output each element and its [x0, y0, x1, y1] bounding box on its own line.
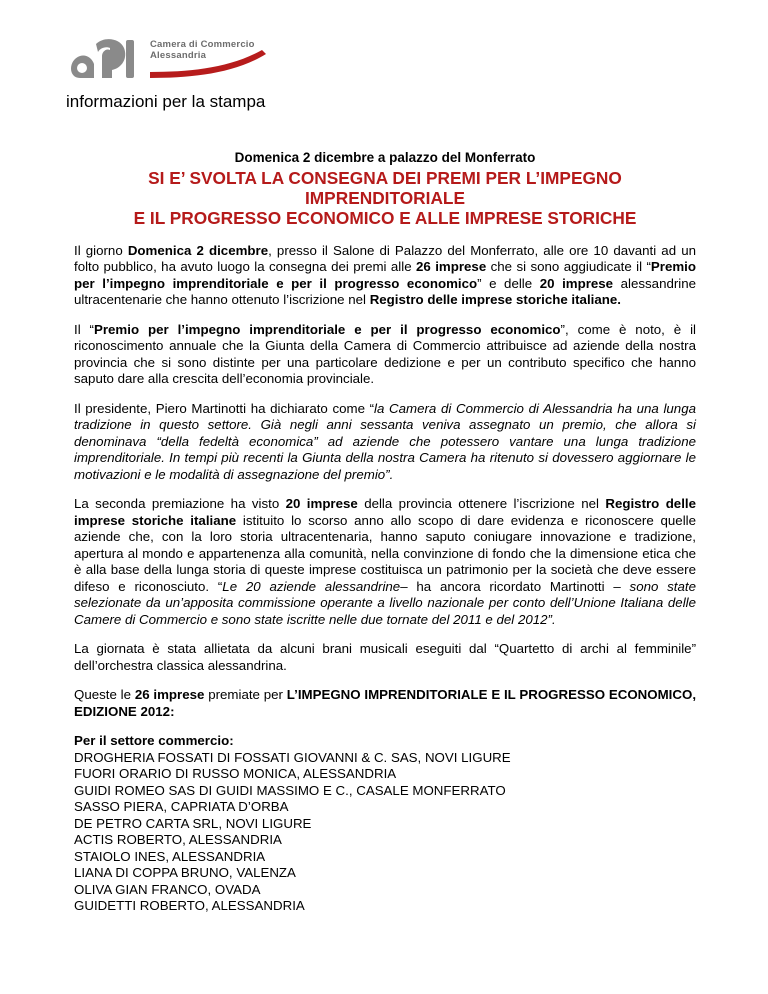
chamber-logo-mark-icon: [66, 36, 146, 82]
logo-line-2: Alessandria: [150, 50, 207, 61]
paragraph-3-quote: Il presidente, Piero Martinotti ha dichiarato come “la Camera di Commercio di Alessandria ha una lunga tradizione in questo settore. Già negli anni sessanta veniva assegnato un premio, che allora si denominava “della fedeltà economica” ad aziende che potessero vantare una lunga tradizione imprenditoriale. In tempi più recenti la Giunta della nostra Camera ha ritenuto si dovessero aggiornare le motivazioni e le modalità di assegnazione del premio”.: [74, 400, 696, 482]
list-item: GUIDI ROMEO SAS DI GUIDI MASSIMO E C., CASALE MONFERRATO: [74, 782, 506, 798]
headline-line-3: E IL PROGRESSO ECONOMICO E ALLE IMPRESE STORICHE: [133, 207, 637, 228]
headline-line-1: SI E’ SVOLTA LA CONSEGNA DEI PREMI PER L’IMPEGNO: [148, 167, 622, 188]
list-item: STAIOLO INES, ALESSANDRIA: [74, 848, 266, 864]
article-kicker: Domenica 2 dicembre a palazzo del Monferrato: [234, 150, 536, 165]
paragraph-6: Queste le 26 imprese premiate per L’IMPEGNO IMPRENDITORIALE E IL PROGRESSO ECONOMICO, EDIZIONE 2012:: [74, 687, 697, 719]
commerce-winners-list: [74, 750, 696, 915]
list-item: OLIVA GIAN FRANCO, OVADA: [74, 881, 261, 897]
commerce-section-heading: Per il settore commercio:: [74, 733, 234, 748]
article-headline: [74, 168, 696, 228]
logo-accent-swoosh-icon: [150, 50, 270, 80]
headline-line-2: IMPRENDITORIALE: [304, 187, 466, 208]
list-item: ACTIS ROBERTO, ALESSANDRIA: [74, 832, 282, 847]
press-release-label: informazioni per la stampa: [66, 92, 266, 111]
list-item: DE PETRO CARTA SRL, NOVI LIGURE: [74, 815, 312, 831]
chamber-logo: [66, 36, 266, 82]
list-item: LIANA DI COPPA BRUNO, VALENZA: [74, 865, 296, 880]
paragraph-2: Il “Premio per l’impegno imprenditoriale e per il progresso economico”, come è noto, è il riconoscimento annuale che la Giunta della Camera di Commercio attribuisce ad aziende della nostra provincia che si sono distinte per una particolare dedizione e per un contributo specifico che hanno saputo dare alla crescita dell’economia provinciale.: [74, 321, 696, 386]
list-item: SASSO PIERA, CAPRIATA D’ORBA: [74, 799, 289, 814]
paragraph-1: Il giorno Domenica 2 dicembre, presso il Salone di Palazzo del Monferrato, alle ore 10 davanti ad un folto pubblico, ha avuto luogo la consegna dei premi alle 26 imprese che si sono aggiudicate il “Premio per l’impegno imprenditoriale e per il progresso economico” e delle 20 imprese alessandrine ultracentenarie che hanno ottenuto l’iscrizione nel Registro delle imprese storiche italiane.: [74, 242, 697, 307]
paragraph-5: La giornata è stata allietata da alcuni brani musicali eseguiti dal “Quartetto di archi al femminile” dell’orchestra classica alessandrina.: [74, 641, 696, 673]
list-item: GUIDETTI ROBERTO, ALESSANDRIA: [74, 898, 305, 913]
list-item: DROGHERIA FOSSATI DI FOSSATI GIOVANNI & C. SAS, NOVI LIGURE: [74, 749, 511, 765]
article-body: [74, 150, 696, 915]
logo-line-1: Camera di Commercio: [150, 39, 255, 50]
list-item: FUORI ORARIO DI RUSSO MONICA, ALESSANDRIA: [74, 766, 397, 781]
paragraph-4: La seconda premiazione ha visto 20 imprese della provincia ottenere l’iscrizione nel Registro delle imprese storiche italiane istituito lo scorso anno allo scopo di dare evidenza e riconoscere quelle aziende che, con la loro storia ultracentenaria, hanno saputo coniugare innovazione e tradizione, apertura al mondo e appartenenza alla comunità, nella convinzione di fondo che la dimensione etica che è alla base della lunga storia di queste imprese costituisca un patrimonio per la società che deve essere difeso e riconosciuto. “Le 20 aziende alessandrine– ha ancora ricordato Martinotti – sono state selezionate da un’apposita commissione operante a livello nazionale per conto dell’Unione Italiana delle Camere di Commercio e sono state iscritte nelle due tornate del 2011 e del 2012”.: [74, 496, 697, 627]
